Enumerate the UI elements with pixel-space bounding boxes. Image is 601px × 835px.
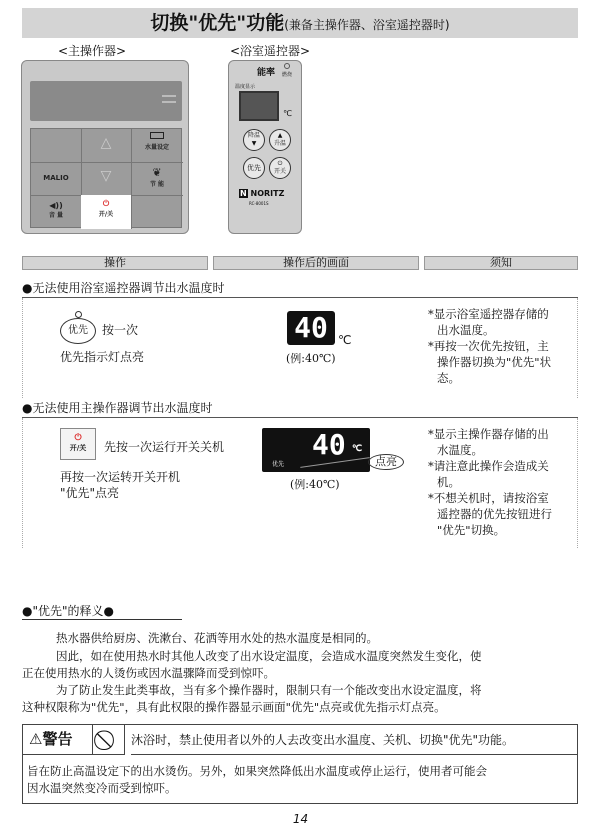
save-button [131, 166, 183, 188]
down-label: 降温 [247, 132, 260, 139]
section2-step1: 先按一次运行开关关机 [104, 440, 225, 454]
leaf-icon: ❦ [152, 166, 162, 179]
section2-example: (例:40℃) [290, 478, 340, 491]
temp-display-label: 温度显示 [235, 84, 256, 90]
section2-lcd-value: 40 [312, 428, 346, 461]
note-line: 出水温度。 [437, 323, 495, 337]
up-arrow-icon: △ [100, 135, 112, 151]
note-line: *再按一次优先按钮，主 [428, 339, 549, 353]
warning-text: 沐浴时，禁止使用者以外的人去改变出水温度、关机、切换"优先"功能。 [131, 725, 577, 755]
warning-label-text: 警告 [42, 730, 73, 748]
warning-body [27, 763, 487, 797]
remote-brand-label: NORITZ [250, 189, 285, 198]
down-arrow-icon: ▽ [100, 168, 112, 184]
section2-lcd-priority: 优先 [272, 461, 285, 468]
main-controller-panel [30, 128, 182, 228]
efficiency-label: 能率 [257, 68, 276, 78]
warning-body-line: 因水温突然变冷而受到惊吓。 [27, 781, 177, 795]
main-controller-label: <主操作器> [58, 44, 127, 58]
section1-lcd: 40 [287, 311, 335, 345]
section2-step2: 再按一次运转开关开机 [60, 470, 181, 484]
explain-p2b: 正在使用热水的人烫伤或因水温骤降而受到惊吓。 [22, 666, 275, 680]
explain-p1: 热水器供给厨房、洗漱台、花洒等用水处的热水温度是相同的。 [56, 631, 378, 645]
bathroom-remote [228, 60, 302, 234]
volume-button [31, 201, 81, 219]
priority-indicator-icon [75, 311, 82, 318]
remote-power-label: 开关 [273, 168, 286, 175]
power-icon: ⏻ [102, 199, 110, 208]
water-set-label: 水量设定 [144, 144, 169, 151]
warning-triangle-icon: ⚠ [29, 730, 43, 748]
note-line: *显示浴室遥控器存储的 [428, 307, 549, 321]
warning-box [22, 724, 578, 804]
remote-power-button: ⏻ 开关 [269, 157, 291, 179]
remote-unit: ℃ [283, 109, 292, 118]
save-label: 节 能 [149, 181, 165, 188]
section2-notes [428, 426, 552, 538]
main-power-button [81, 195, 131, 229]
section1-example: (例:40℃) [286, 352, 336, 365]
brand-label: MALIO [43, 174, 69, 182]
power-icon: ⏻ [74, 433, 82, 443]
note-line: 水温度。 [437, 443, 483, 457]
remote-model: RC-8001S [249, 201, 269, 206]
warning-body-line: 旨在防止高温设定下的出水烫伤。另外，如果突然降低出水温度或停止运行，使用者可能会 [27, 764, 487, 778]
note-line: "优先"切换。 [437, 523, 506, 537]
section1-unit: ℃ [338, 333, 352, 347]
header-operation: 操作 [22, 256, 208, 270]
explain-p3b: 这种权限称为"优先"，具有此权限的操作器显示画面"优先"点亮或优先指示灯点亮。 [22, 700, 446, 714]
remote-screen [239, 91, 279, 121]
note-line: 态。 [437, 371, 460, 385]
up-label: 升温 [273, 140, 286, 147]
speaker-icon: ◀)) [49, 201, 63, 210]
priority-button-icon: 优先 [60, 318, 96, 344]
remote-priority-button: 优先 [243, 157, 265, 179]
remote-brand [239, 189, 284, 198]
burn-indicator-label: 燃烧 [282, 72, 293, 78]
section2-step3: "优先"点亮 [60, 486, 120, 500]
noritz-logo-icon: N [240, 189, 247, 198]
note-line: 机。 [437, 475, 460, 489]
remote-up-button: ▲ 升温 [269, 129, 291, 151]
remote-down-button: 降温 ▼ [243, 129, 265, 151]
title-banner [22, 8, 578, 38]
section1-notes [428, 306, 551, 386]
page-number: 14 [292, 812, 309, 826]
power-button-label: 开/关 [69, 444, 87, 452]
prohibited-icon [93, 725, 125, 755]
warning-label [23, 725, 93, 755]
header-notes: 须知 [424, 256, 578, 270]
explain-title: ●"优先"的释义● [22, 602, 182, 620]
page-subtitle: (兼备主操作器、浴室遥控器时) [284, 18, 450, 32]
power-label: 开/关 [98, 211, 114, 218]
remote-label: <浴室遥控器> [230, 44, 311, 58]
note-line: *不想关机时，请按浴室 [428, 491, 549, 505]
callout-lit: 点亮 [368, 454, 404, 470]
section2-lcd-unit: ℃ [352, 444, 363, 454]
burn-indicator-icon [284, 63, 290, 69]
water-set-button [131, 132, 183, 151]
explain-p3a: 为了防止发生此类事故，当有多个操作器时，限制只有一个能改变出水设定温度，将 [56, 683, 482, 697]
note-line: 操作器切换为"优先"状 [437, 355, 552, 369]
header-screen: 操作后的画面 [213, 256, 419, 270]
section1-title: ●无法使用浴室遥控器调节出水温度时 [22, 280, 578, 298]
section1-step1: 按一次 [102, 323, 139, 337]
section1-step2: 优先指示灯点亮 [60, 350, 145, 364]
explain-p2a: 因此，如在使用热水时其他人改变了出水设定温度，会造成水温度突然发生变化，使 [56, 649, 482, 663]
note-line: 遥控器的优先按钮进行 [437, 507, 552, 521]
page-title: 切换"优先"功能 [150, 12, 285, 34]
power-button-icon [60, 428, 96, 460]
main-controller-screen [30, 81, 182, 121]
note-line: *显示主操作器存储的出 [428, 427, 549, 441]
note-line: *请注意此操作会造成关 [428, 459, 549, 473]
main-controller [21, 60, 189, 234]
volume-label: 音 量 [48, 212, 64, 219]
section2-title: ●无法使用主操作器调节出水温度时 [22, 400, 578, 418]
